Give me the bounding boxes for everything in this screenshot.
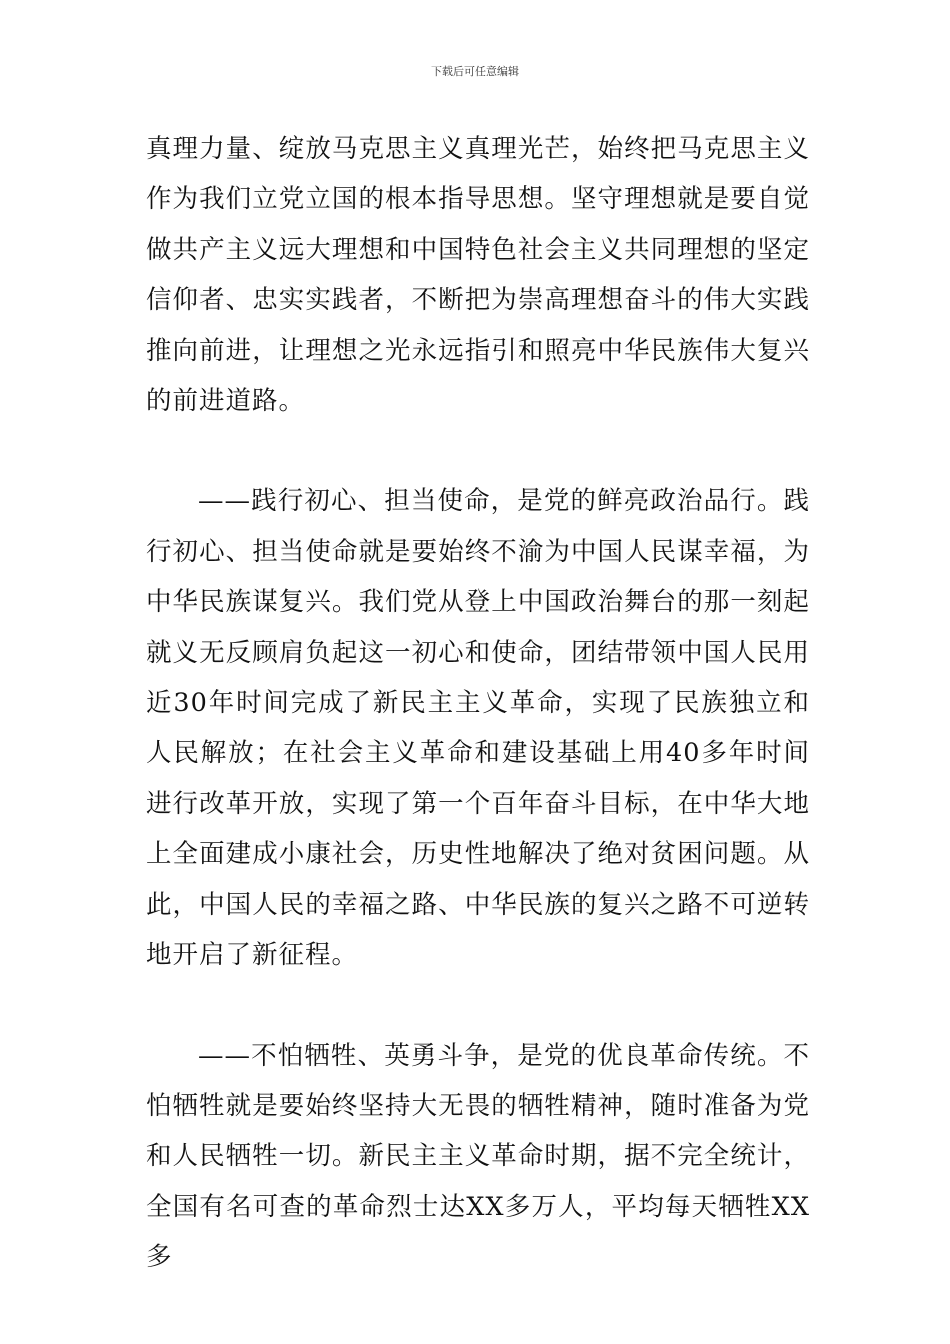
paragraph-spacer xyxy=(146,981,810,1031)
paragraph-continuation: 真理力量、绽放马克思主义真理光芒，始终把马克思主义作为我们立党立国的根本指导思想。坚守理想就是要自觉做共产主义远大理想和中国特色社会主义共同理想的坚定信仰者、忠实实践者，不断把为崇高理想奋斗的伟大实践推向前进，让理想之光永远指引和照亮中华民族伟大复兴的前进道路。 xyxy=(146,134,810,417)
paragraph-sacrifice: ——不怕牺牲、英勇斗争，是党的优良革命传统。不怕牺牲就是要始终坚持大无畏的牺牲精神，随时准备为党和人民牺牲一切。新民主主义革命时期，据不完全统计，全国有名可查的革命烈士达XX多万人，平均每天牺牲XX多 xyxy=(146,1040,810,1273)
page-header: 下载后可任意编辑 xyxy=(431,65,519,78)
paragraph-initial-mission: ——践行初心、担当使命，是党的鲜亮政治品行。践行初心、担当使命就是要始终不渝为中国人民谋幸福，为中华民族谋复兴。我们党从登上中国政治舞台的那一刻起就义无反顾肩负起这一初心和使命，团结带领中国人民用近30年时间完成了新民主主义革命，实现了民族独立和人民解放；在社会主义革命和建设基础上用40多年时间进行改革开放，实现了第一个百年奋斗目标，在中华大地上全面建成小康社会，历史性地解决了绝对贫困问题。从此，中国人民的幸福之路、中华民族的复兴之路不可逆转地开启了新征程。 xyxy=(146,486,810,971)
paragraph-spacer xyxy=(146,426,810,476)
document-body xyxy=(146,124,810,1283)
